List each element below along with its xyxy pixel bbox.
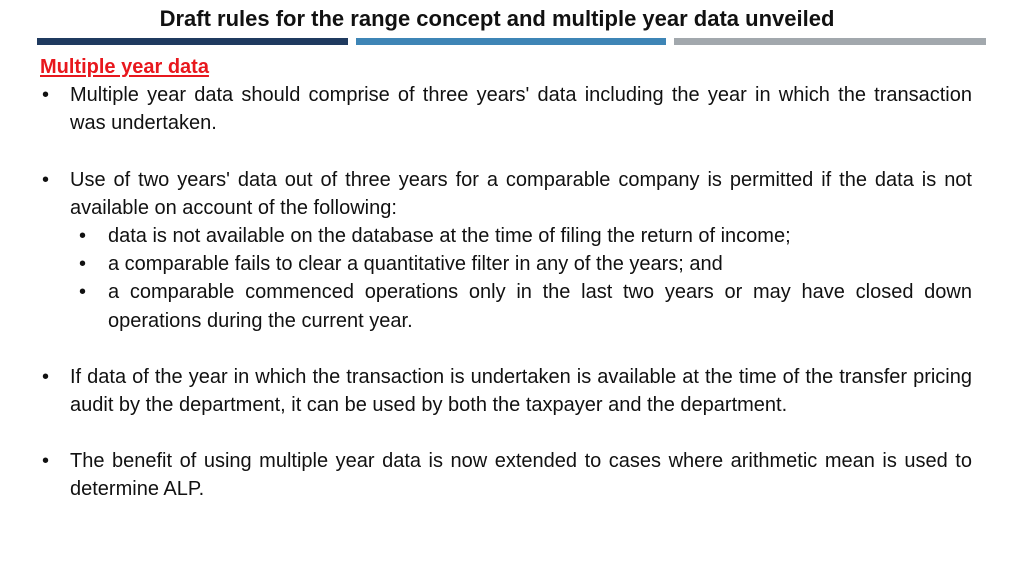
title-underline-bar-dark-blue bbox=[37, 38, 348, 45]
bullet-item: • Multiple year data should comprise of three years' data including the year in which the transaction was undertaken. bbox=[40, 81, 972, 137]
bullet-item: • If data of the year in which the transaction is undertaken is available at the time of the transfer pricing audit by the department, it can be used by both the taxpayer and the department. bbox=[40, 363, 972, 419]
spacer bbox=[40, 335, 972, 363]
spacer bbox=[40, 138, 972, 166]
bullet-item: • Use of two years' data out of three years for a comparable company is permitted if the data is not available on account of the following: bbox=[40, 166, 972, 222]
sub-bullet-item: • a comparable fails to clear a quantitative filter in any of the years; and bbox=[40, 250, 972, 278]
slide-title: Draft rules for the range concept and multiple year data unveiled bbox=[159, 6, 835, 31]
spacer bbox=[40, 419, 972, 447]
title-underline-bar-gray bbox=[674, 38, 986, 45]
section-heading: Multiple year data bbox=[40, 56, 209, 78]
bullet-item: • The benefit of using multiple year data is now extended to cases where arithmetic mean is used to determine ALP. bbox=[40, 447, 972, 503]
slide-body bbox=[40, 53, 972, 504]
sub-bullet-item: • a comparable commenced operations only in the last two years or may have closed down operations during the current year. bbox=[40, 278, 972, 334]
title-underline-bar-light-blue bbox=[356, 38, 666, 45]
sub-bullet-item: • data is not available on the database at the time of filing the return of income; bbox=[40, 222, 972, 250]
